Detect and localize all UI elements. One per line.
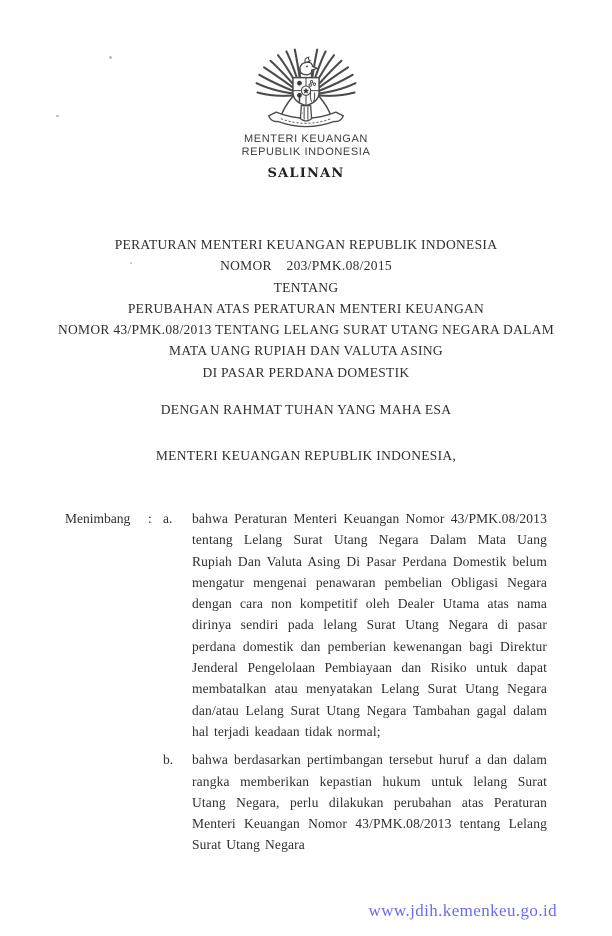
scan-speck (301, 112, 303, 114)
considering-item-b (163, 749, 547, 855)
item-marker-b: b. (163, 752, 174, 768)
considering-section (65, 508, 547, 856)
item-marker-a: a. (163, 511, 173, 526)
authority-line: MENTERI KEUANGAN REPUBLIK INDONESIA, (155, 448, 457, 463)
scan-speck (56, 115, 59, 117)
document-header (0, 44, 612, 181)
title-line-1: PERATURAN MENTERI KEUANGAN REPUBLIK INDONESIA (114, 237, 498, 252)
invocation-line: DENGAN RAHMAT TUHAN YANG MAHA ESA (160, 402, 452, 417)
scan-speck (130, 262, 132, 264)
copy-stamp-label: SALINAN (267, 166, 345, 181)
considering-label: Menimbang (65, 511, 131, 526)
title-line-number: NOMOR 203/PMK.08/2015 (220, 258, 392, 274)
scan-speck (109, 56, 112, 59)
title-line-tentang: TENTANG (273, 279, 339, 295)
ministry-name-line2: REPUBLIK INDONESIA (241, 146, 371, 158)
title-line-5: NOMOR 43/PMK.08/2013 TENTANG LELANG SURAT UTANG NEGARA DALAM (57, 322, 555, 338)
title-line-6: MATA UANG RUPIAH DAN VALUTA ASING (169, 343, 443, 359)
title-line-4: PERUBAHAN ATAS PERATURAN MENTERI KEUANGAN (127, 300, 485, 316)
considering-colon: : (148, 511, 152, 526)
regulation-title-block (0, 234, 612, 383)
title-line-7: DI PASAR PERDANA DOMESTIK (202, 364, 410, 380)
item-text-b: bahwa berdasarkan pertimbangan tersebut huruf a dan dalam rangka memberikan kepastian hukum untuk lelang Surat Utang Negara, perlu dilakukan perubahan atas Peraturan Menteri Keuangan Nomor 43/PMK.08/2013 tentang Lelang Surat Utang Negara (192, 752, 547, 853)
jdih-footer-link[interactable]: www.jdih.kemenkeu.go.id (368, 901, 557, 920)
considering-items (163, 508, 547, 856)
ministry-name-line1: MENTERI KEUANGAN (244, 133, 368, 145)
item-text-a: bahwa Peraturan Menteri Keuangan Nomor 43/PMK.08/2013 tentang Lelang Surat Utang Negara Dalam Mata Uang Rupiah Dan Valuta Asing Di Pasar Perdana Domestik belum mengatur mengenai penawaran pembelian Obligasi Negara dengan cara non kompetitif oleh Dealer Utama atas nama dirinya sendiri pada lelang Surat Utang Negara di pasar perdana domestik dan pemberian kewenangan bagi Direktur Jenderal Pengelolaan Pembiayaan dan Risiko untuk dapat membatalkan atau menyatakan Lelang Surat Utang Negara dan/atau Lelang Surat Utang Negara Tambahan gagal dalam hal terjadi keadaan tidak normal; (192, 511, 547, 739)
considering-item-a (163, 508, 547, 742)
garuda-pancasila-emblem (250, 44, 362, 128)
